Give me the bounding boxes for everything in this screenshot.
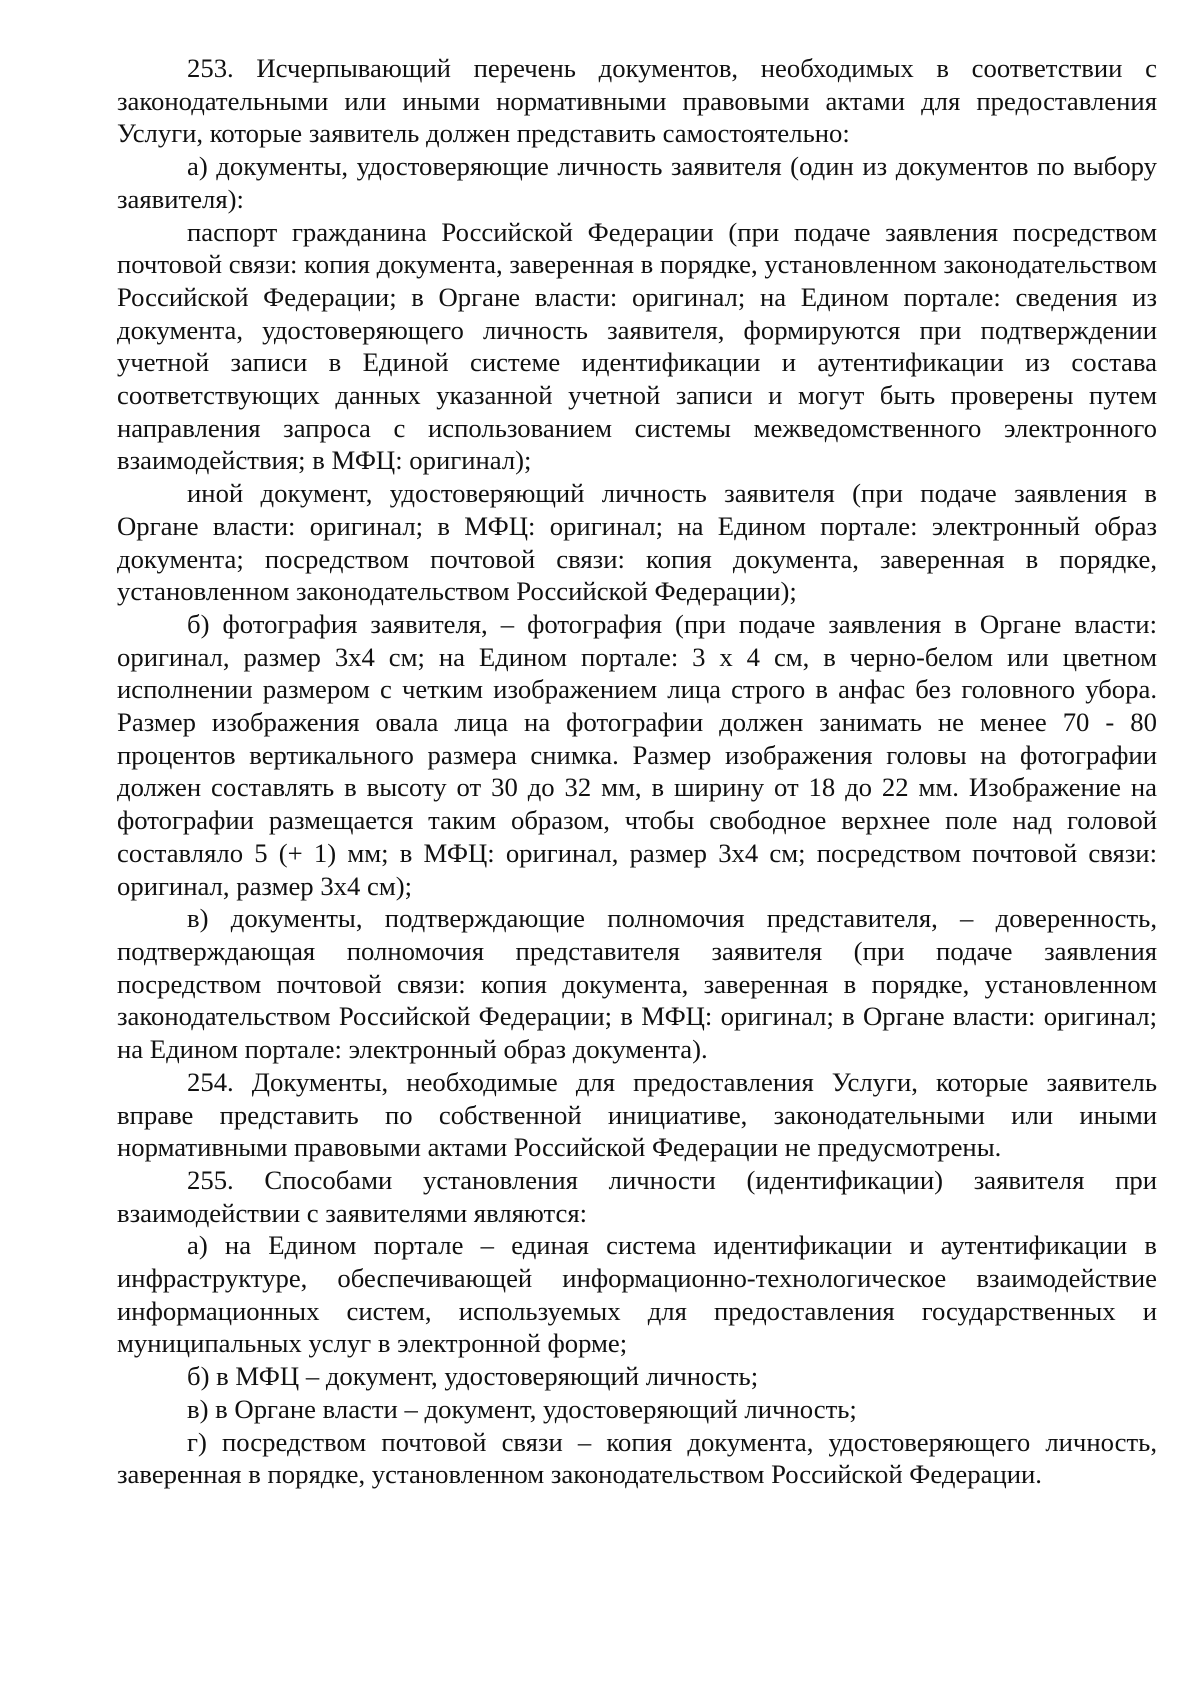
paragraph-255-b: б) в МФЦ – документ, удостоверяющий личность;	[187, 1361, 759, 1392]
paragraph-other-id-document: иной документ, удостоверяющий личность заявителя (при подаче заявления в Органе власти: оригинал; в МФЦ: оригинал; на Едином портале: электронный образ документа; посредством почтовой связи: копия документа, заверенная в порядке, установленном законодательством Российской Федерации);	[117, 478, 1157, 607]
paragraph-passport: паспорт гражданина Российской Федерации (при подаче заявления посредством почтовой связи: копия документа, заверенная в порядке, установленном законодательством Российской Федерации; в Органе власти: оригинал; на Едином портале: сведения из документа, удостоверяющего личность заявителя, формируются при подтверждении учетной записи в Единой системе идентификации и аутентификации из состава соответствующих данных указанной учетной записи и могут быть проверены путем направления запроса с использованием системы межведомственного электронного взаимодействия; в МФЦ: оригинал);	[117, 216, 1157, 476]
paragraph-255-g: г) посредством почтовой связи – копия документа, удостоверяющего личность, заверенная в порядке, установленном законодательством Российской Федерации.	[117, 1426, 1157, 1490]
paragraph-253-v: в) документы, подтверждающие полномочия представителя, – доверенность, подтверждающая полномочия представителя заявителя (при подаче заявления посредством почтовой связи: копия документа, заверенная в порядке, установленном законодательством Российской Федерации; в МФЦ: оригинал; в Органе власти: оригинал; на Едином портале: электронный образ документа).	[117, 903, 1157, 1065]
paragraph-253-a: а) документы, удостоверяющие личность заявителя (один из документов по выбору заявителя):	[117, 151, 1157, 214]
paragraph-253: 253. Исчерпывающий перечень документов, необходимых в соответствии с законодательными или иными нормативными правовыми актами для предоставления Услуги, которые заявитель должен представить самостоятельно:	[117, 53, 1157, 149]
paragraph-254: 254. Документы, необходимые для предоставления Услуги, которые заявитель вправе представить по собственной инициативе, законодательными или иными нормативными правовыми актами Российской Федерации не предусмотрены.	[117, 1066, 1157, 1163]
document-body	[117, 52, 1157, 1491]
paragraph-255-v: в) в Органе власти – документ, удостоверяющий личность;	[187, 1393, 857, 1424]
paragraph-253-b: б) фотография заявителя, – фотография (при подаче заявления в Органе власти: оригинал, размер 3х4 см; на Едином портале: 3 х 4 см, в черно-белом или цветном исполнении размером с четким изображением лица строго в анфас без головного убора. Размер изображения овала лица на фотографии должен занимать не менее 70 - 80 процентов вертикального размера снимка. Размер изображения головы на фотографии должен составлять в высоту от 30 до 32 мм, в ширину от 18 до 22 мм. Изображение на фотографии размещается таким образом, чтобы свободное верхнее поле над головой составляло 5 (+ 1) мм; в МФЦ: оригинал, размер 3х4 см; посредством почтовой связи: оригинал, размер 3х4 см);	[117, 608, 1157, 901]
paragraph-255: 255. Способами установления личности (идентификации) заявителя при взаимодействии с заявителями являются:	[117, 1164, 1157, 1228]
paragraph-255-a: а) на Едином портале – единая система идентификации и аутентификации в инфраструктуре, обеспечивающей информационно-технологическое взаимодействие информационных систем, используемых для предоставления государственных и муниципальных услуг в электронной форме;	[117, 1230, 1157, 1359]
